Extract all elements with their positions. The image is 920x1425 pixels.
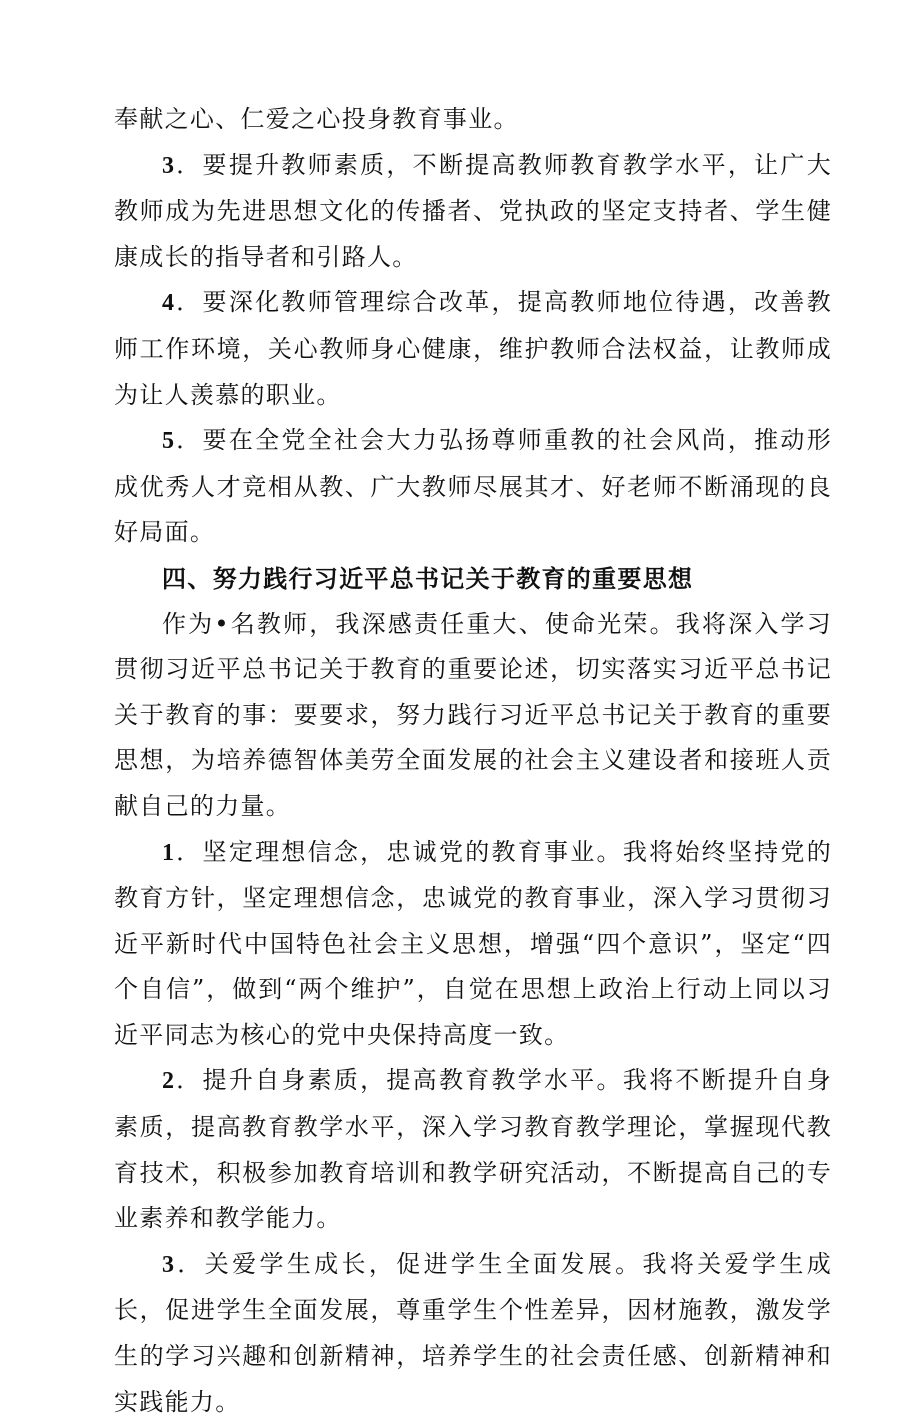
paragraph-number: 3 xyxy=(162,1251,176,1278)
paragraph-number: 4 xyxy=(162,290,176,317)
paragraph-text: ．要在全党全社会大力弘扬尊师重教的社会风尚，推动形成优秀人才竞相从教、广大教师尽展其才、好老师不断涌现的良好局面。 xyxy=(114,426,832,547)
paragraph-text: ．关爱学生成长，促进学生全面发展。我将关爱学生成长，促进学生全面发展，尊重学生个性差异，因材施教，激发学生的学习兴趣和创新精神，培养学生的社会责任感、创新精神和实践能力。 xyxy=(114,1249,832,1416)
paragraph-number: 5 xyxy=(162,428,176,455)
paragraph-text: ．提升自身素质，提高教育教学水平。我将不断提升自身素质，提高教育教学水平，深入学习教育教学理论，掌握现代教育技术，积极参加教育培训和教学研究活动，不断提高自己的专业素养和教学能力。 xyxy=(114,1066,832,1233)
paragraph-text: ．要深化教师管理综合改革，提高教师地位待遇，改善教师工作环境，关心教师身心健康，维护教师合法权益，让教师成为让人羡慕的职业。 xyxy=(114,288,832,409)
paragraph-text: ．坚定理想信念，忠诚党的教育事业。我将始终坚持党的教育方针，坚定理想信念，忠诚党的教育事业，深入学习贯彻习近平新时代中国特色社会主义思想，增强“四个意识”，坚定“四个自信”，做到“两个维护”，自觉在思想上政治上行动上同以习近平同志为核心的党中央保持高度一致。 xyxy=(114,837,832,1049)
paragraph-text: 作为•名教师，我深感责任重大、使命光荣。我将深入学习贯彻习近平总书记关于教育的重要论述，切实落实习近平总书记关于教育的事：要要求，努力践行习近平总书记关于教育的重要思想，为培养德智体美劳全面发展的社会主义建设者和接班人贡献自己的力量。 xyxy=(114,609,832,820)
paragraph-number: 3 xyxy=(162,152,176,179)
numbered-paragraph xyxy=(114,1058,832,1241)
numbered-paragraph xyxy=(114,143,832,281)
paragraph-number: 1 xyxy=(162,839,176,866)
numbered-paragraph xyxy=(114,1242,832,1425)
paragraph-text: 奉献之心、仁爱之心投身教育事业。 xyxy=(114,105,519,133)
paragraph-continuation xyxy=(114,97,832,143)
numbered-paragraph xyxy=(114,418,832,556)
paragraph-number: 2 xyxy=(162,1068,176,1095)
numbered-paragraph xyxy=(114,280,832,418)
paragraph-text: ．要提升教师素质，不断提高教师教育教学水平，让广大教师成为先进思想文化的传播者、党执政的坚定支持者、学生健康成长的指导者和引路人。 xyxy=(114,150,832,271)
section-intro-paragraph xyxy=(114,602,832,830)
numbered-paragraph xyxy=(114,830,832,1059)
section-heading: 四、努力践行习近平总书记关于教育的重要思想 xyxy=(162,563,694,593)
